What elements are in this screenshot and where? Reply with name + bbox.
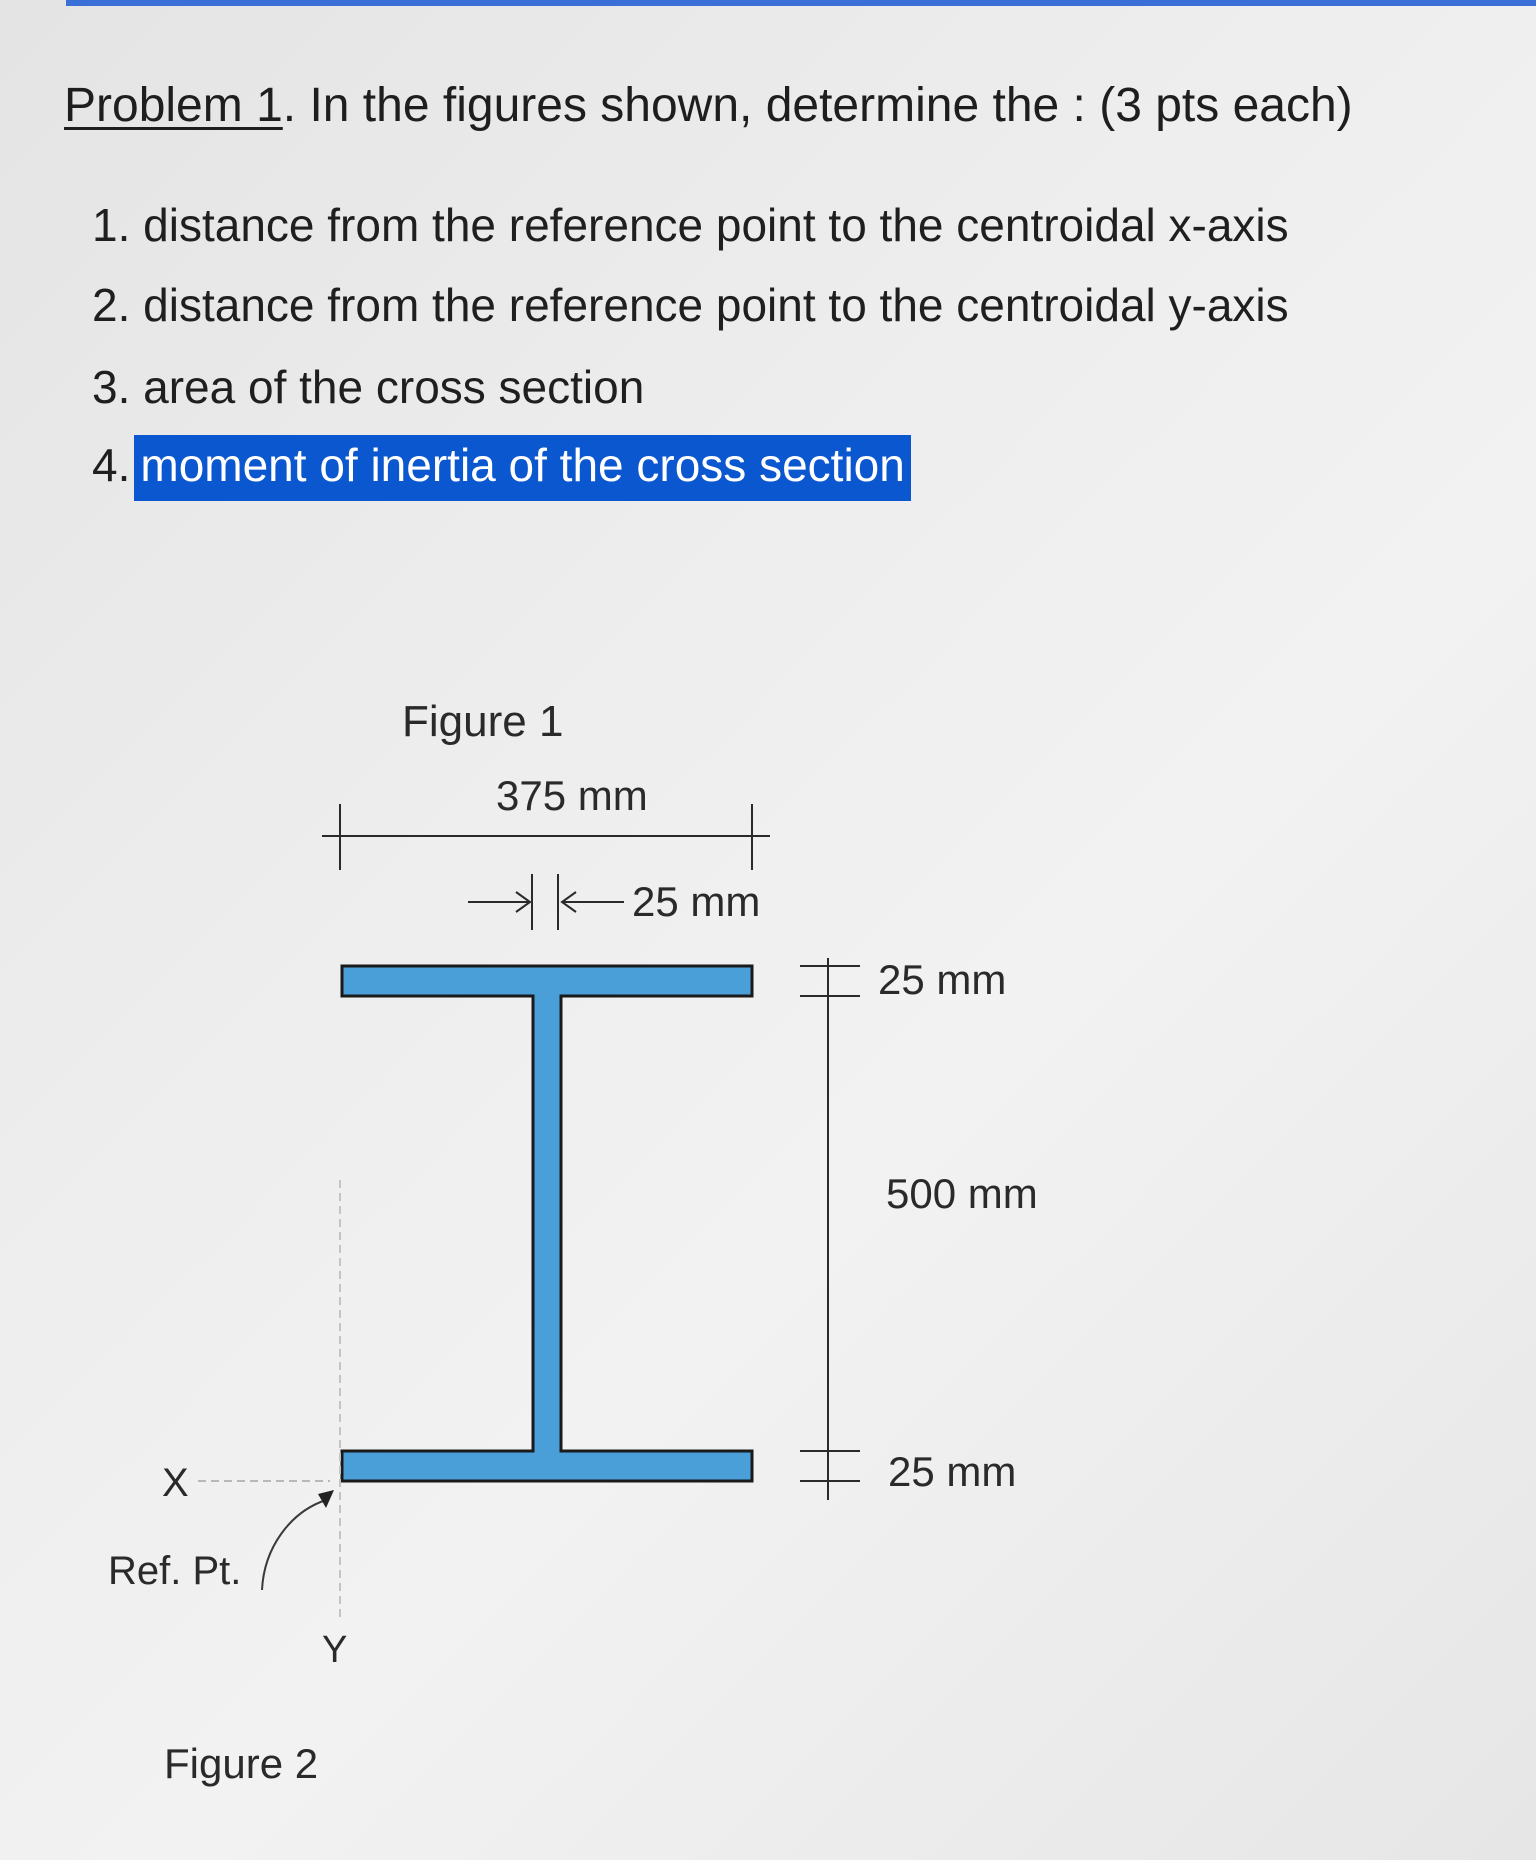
item-number: 2. xyxy=(92,279,131,331)
web-height-label: 500 mm xyxy=(886,1170,1038,1217)
figure-2-caption: Figure 2 xyxy=(164,1740,319,1787)
item-text: area of the cross section xyxy=(143,361,645,413)
item-number: 4. xyxy=(92,439,131,491)
y-axis-label: Y xyxy=(322,1629,348,1671)
item-number: 3. xyxy=(92,361,131,413)
web-thickness-label: 25 mm xyxy=(632,878,761,925)
height-dimension xyxy=(800,958,860,1500)
ref-point-arrowhead xyxy=(318,1490,334,1508)
selected-item-text[interactable]: moment of inertia of the cross section xyxy=(134,435,910,501)
figure-title: Figure 1 xyxy=(402,697,564,746)
ref-point-label: Ref. Pt. xyxy=(108,1549,242,1593)
problem-label: Problem 1 xyxy=(64,79,283,132)
problem-prompt: . In the figures shown, determine the : (3 pts each) xyxy=(282,79,1353,132)
item-text: distance from the reference point to the centroidal y-axis xyxy=(143,279,1289,331)
bottom-flange-thickness-label: 25 mm xyxy=(888,1448,1017,1495)
x-axis-label: X xyxy=(162,1461,189,1505)
item-text: distance from the reference point to the centroidal x-axis xyxy=(143,199,1289,251)
i-beam-section xyxy=(342,966,752,1481)
flange-width-label: 375 mm xyxy=(496,772,648,819)
item-number: 1. xyxy=(92,199,131,251)
ref-point-pointer xyxy=(262,1500,326,1590)
web-thickness-arrows xyxy=(468,874,624,930)
top-flange-thickness-label: 25 mm xyxy=(878,956,1007,1003)
